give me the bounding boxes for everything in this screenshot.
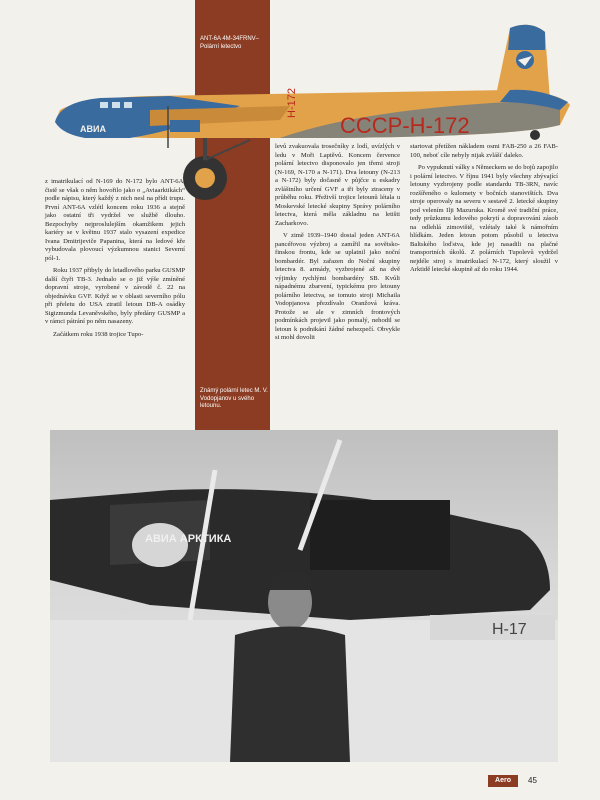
- col2-para-2: V zimě 1939–1940 dostal jeden ANT-6A pancéřovou výzbroj a zamířil na sovětsko-finskou frontu, kde se uplatnil jako noční bombardér. Byl zařazen do Noční skupiny letectva 8. armády, vyzbrojené až na dvě výjimky rychlými bombardéry SB. Kvůli nápadnému zbarvení, typickému pro letouny polárního letectva, se tomuto stroji Michaila Vodopjanova přezdívalo Oranžová kráva. Protože se ale v zimních frontových podmínkách projevil jako pomalý, nehodil se letoun k podnikání žádné nebezpečí. Obvykle si mohl dovolit: [275, 232, 400, 341]
- col3-para-2: Po vypuknutí války s Německem se do bojů zapojilo i polární letectvo. V říjnu 1941 byly všechny zbývající letouny vyzbrojeny podle standardu TB-3RN, navíc rozšířeného o kulomety v bočních stanovištích. Dva stroje operovaly na severu v sestavě 2. letecké skupiny pod velením Ilji Mazuruka. Kromě své tradiční práce, tedy průzkumu ledového pokrytí a dopravování zásob na odlehlá zimoviště, vzlétaly také k námořním hlídkám. Jeden letoun potom působil u letectva Baltského loďstva, kde jej nasadili na plačné transportních úkolů. Z polárních Tupolevů vydržel nejdéle stroj s imatrikulací N-172, který sloužil v Arktidě letecké skupině až do roku 1944.: [410, 164, 558, 273]
- col1-para-2: Roku 1937 přibyly do letadlového parku GUSMP další čtyři TB-3. Jednalo se o již výše zmíněné dopravní stroje, vyrobené v závodě č. 22 na objednávku GVF. Když se v oblasti severního pólu při přeletu do USA ztratil letoun DB-A osádky Sigizmunda Levaněvského, byly předány GUSMP a v rámci pátrání po něm nasazeny.: [45, 267, 185, 325]
- text-column-3: [410, 143, 558, 279]
- tail-number-text: Н-172: [286, 88, 298, 118]
- magazine-tag: Aero: [488, 775, 518, 787]
- historical-photo: [50, 430, 558, 762]
- page-number: 45: [528, 776, 537, 785]
- profile-title-line2: Polární letectvo: [200, 44, 242, 50]
- col1-para-3: Začátkem roku 1938 trojice Tupo-: [53, 330, 144, 338]
- text-column-2: [275, 143, 400, 347]
- profile-title-line1: ANT-6A 4M-34FRNV–: [200, 36, 260, 42]
- text-column-1: [45, 178, 185, 343]
- photo-plane-text: АВИА АРКТИКА: [145, 533, 232, 545]
- photo-tail-text: Н-17: [492, 621, 527, 638]
- registration-text: СССР-Н-172: [340, 113, 470, 138]
- col1-para-1: z imatrikulací od N-169 do N-172 bylo ANT-6A, čistě se však o něm hovořilo jako o „Aviaarktikách“ podle nápisu, který každý z nich nesl na přídi trupu. První ANT-6A vzlétl koncem roku 1936 a stejně jako ostatní tři vydržel ve službě dlouho. Bezpochyby nejproslulejším okamžikem jejich kariéry se v květnu 1937 stalo vysazení expedice Ivana Dmitrijeviče Papanina, která na ledové kře vybudovala plovoucí výzkumnou stanici Severní pól-1.: [45, 178, 185, 262]
- nose-text: АВИА: [80, 124, 106, 134]
- photo-caption: Známý polární letec M. V. Vodopjanov u svého letounu.: [200, 388, 268, 409]
- col3-para-1: startovat přetížen nákladem osmi FAB-250 a 26 FAB-100, neboť cíle nebyly nijak zvlášť daleko.: [410, 143, 558, 159]
- col2-para-1: levů zvakuovala trosečníky z lodí, uvízlých v ledu v Moři Laptěvů. Koncem července polární letectvo disponovalo jen třemi stroji (N-169, N-170 a N-171). Dva letouny (N-213 a N-172) byly dočasně v půjčce u eskadry zvláštního určení GVF a tři byly ztraceny v průběhu roku. Přeživší trojice letounů létala u Moskevské letecké skupiny Správy polárního letectva, která měla základnu na letišti Zacharkovo.: [275, 143, 400, 227]
